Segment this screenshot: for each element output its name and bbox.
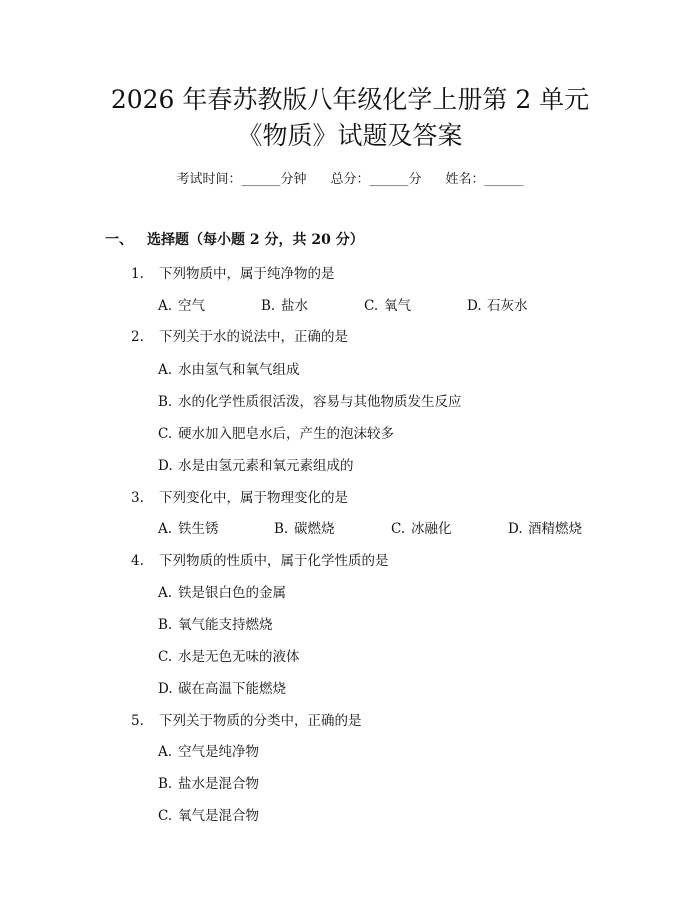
option-4d: D. 碳在高温下能燃烧 [158, 681, 286, 697]
exam-title-line1: 2026 年春苏教版八年级化学上册第 2 单元 [110, 85, 590, 114]
option-2d: D. 水是由氢元素和氧元素组成的 [158, 458, 354, 474]
question-1 [131, 262, 335, 282]
question-4 [131, 549, 389, 569]
option-3d: D. 酒精燃烧 [508, 521, 582, 537]
question-number: 3. [131, 490, 144, 506]
option-1d: D. 石灰水 [467, 298, 528, 314]
option-5b: B. 盐水是混合物 [158, 776, 259, 792]
exam-time-field: 考试时间：______分钟 [176, 172, 307, 187]
option-3b: B. 碳燃烧 [274, 521, 335, 537]
option-1b: B. 盐水 [261, 298, 308, 314]
section-number: 一、 [105, 232, 133, 248]
question-number: 4. [131, 553, 144, 569]
exam-title-line2: 《物质》试题及答案 [237, 121, 463, 150]
option-1c: C. 氧气 [364, 298, 411, 314]
option-1a: A. 空气 [158, 298, 205, 314]
question-number: 2. [131, 329, 144, 345]
total-score-field: 总分：______分 [330, 172, 422, 187]
question-number: 1. [131, 266, 144, 282]
question-5 [131, 709, 362, 729]
option-4c: C. 水是无色无味的液体 [158, 649, 300, 665]
question-text: 下列变化中，属于物理变化的是 [159, 490, 348, 506]
option-2b: B. 水的化学性质很活泼，容易与其他物质发生反应 [158, 394, 462, 410]
question-3 [131, 486, 348, 506]
student-name-field: 姓名：______ [445, 172, 524, 187]
section-heading [105, 229, 364, 249]
option-2c: C. 硬水加入肥皂水后，产生的泡沫较多 [158, 426, 394, 442]
option-5a: A. 空气是纯净物 [158, 744, 259, 760]
exam-info-line [0, 168, 700, 187]
question-2 [131, 325, 348, 345]
question-text: 下列物质的性质中，属于化学性质的是 [159, 553, 389, 569]
option-2a: A. 水由氢气和氧气组成 [158, 362, 300, 378]
question-text: 下列关于物质的分类中，正确的是 [159, 713, 362, 729]
option-5c: C. 氧气是混合物 [158, 808, 259, 824]
question-text: 下列关于水的说法中，正确的是 [159, 329, 348, 345]
question-number: 5. [131, 713, 144, 729]
option-3a: A. 铁生锈 [158, 521, 219, 537]
option-3c: C. 冰融化 [391, 521, 452, 537]
section-title: 选择题（每小题 2 分，共 20 分） [147, 232, 364, 248]
option-4a: A. 铁是银白色的金属 [158, 585, 286, 601]
question-text: 下列物质中，属于纯净物的是 [159, 266, 335, 282]
option-4b: B. 氧气能支持燃烧 [158, 617, 273, 633]
